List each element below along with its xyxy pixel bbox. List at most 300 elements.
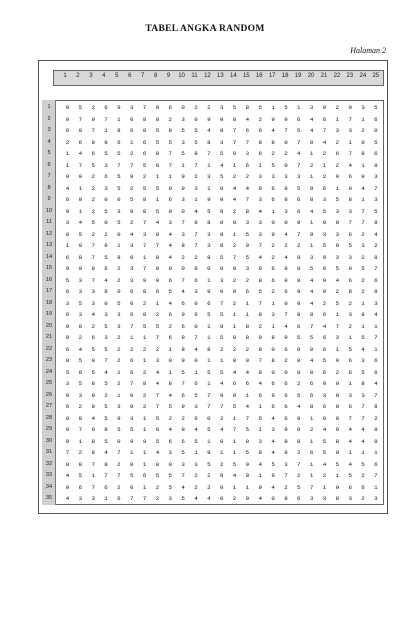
digit-cell: 0 — [219, 219, 224, 226]
digit-cell: 4 — [271, 483, 275, 491]
column-header: 23 — [346, 73, 354, 79]
digit-cell: 0 — [155, 265, 160, 272]
digit-cell: 8 — [219, 207, 224, 215]
digit-cell: 2 — [91, 230, 95, 238]
digit-cell: 3 — [219, 104, 224, 111]
digit-cell: 3 — [155, 357, 160, 364]
column-header: 5 — [115, 73, 119, 79]
digit-cell: 8 — [258, 368, 262, 376]
digit-cell: 1 — [322, 483, 327, 491]
digit-cell: 5 — [232, 104, 237, 111]
digit-cell: 0 — [309, 138, 314, 146]
digit-cell: 1 — [374, 345, 378, 353]
digit-cell: 7 — [155, 334, 160, 341]
digit-cell: 7 — [194, 242, 198, 249]
digit-cell: 6 — [245, 161, 250, 169]
digit-cell: 1 — [142, 357, 147, 364]
row-number: 27 — [45, 403, 53, 409]
digit-cell: 9 — [271, 391, 275, 399]
digit-cell: 9 — [309, 230, 314, 238]
digit-cell: 8 — [104, 288, 108, 295]
column-header: 20 — [307, 73, 315, 79]
column-header: 8 — [153, 73, 158, 79]
digit-cell: 8 — [271, 357, 275, 364]
digit-cell: 6 — [117, 138, 121, 146]
digit-cell: 2 — [232, 276, 237, 284]
digit-cell: 0 — [297, 345, 301, 353]
digit-cell: 7 — [155, 242, 160, 249]
digit-cell: 7 — [245, 138, 250, 146]
digit-cell: 3 — [348, 495, 352, 502]
digit-cell: 3 — [335, 230, 340, 238]
digit-cell: 5 — [258, 414, 262, 422]
digit-cell: 4 — [361, 184, 365, 192]
digit-cell: 5 — [168, 138, 173, 146]
digit-cell: 5 — [130, 196, 134, 203]
digit-cell: 2 — [194, 173, 198, 180]
digit-cell: 6 — [322, 368, 327, 376]
digit-cell: 7 — [142, 495, 147, 502]
row-number: 18 — [45, 299, 53, 306]
digit-cell: 6 — [130, 368, 134, 376]
digit-cell: 1 — [309, 460, 314, 468]
digit-cell: 2 — [335, 161, 340, 169]
digit-cell: 9 — [168, 207, 173, 215]
digit-cell: 5 — [181, 368, 185, 376]
digit-cell: 0 — [194, 115, 198, 123]
digit-cell: 2 — [219, 345, 224, 353]
digit-cell: 7 — [284, 311, 288, 318]
digit-cell: 5 — [245, 426, 250, 433]
digit-cell: 6 — [322, 334, 327, 341]
digit-cell: 6 — [284, 380, 288, 387]
digit-cell: 0 — [219, 265, 224, 272]
digit-cell: 3 — [309, 253, 314, 261]
digit-cell: 2 — [335, 138, 340, 146]
digit-cell: 3 — [322, 230, 327, 238]
digit-cell: 8 — [361, 380, 365, 387]
digit-cell: 5 — [104, 437, 108, 445]
digit-cell: 9 — [374, 288, 378, 295]
digit-cell: 1 — [374, 322, 378, 330]
digit-cell: 3 — [130, 414, 134, 422]
digit-cell: 1 — [142, 334, 147, 341]
row-number: 34 — [45, 483, 53, 490]
digit-cell: 6 — [271, 403, 275, 410]
digit-cell: 1 — [207, 322, 211, 330]
digit-cell: 4 — [130, 230, 134, 238]
digit-cell: 1 — [168, 173, 173, 180]
digit-cell: 5 — [117, 150, 121, 157]
digit-cell: 0 — [168, 460, 173, 468]
digit-cell: 8 — [361, 150, 365, 157]
digit-cell: 2 — [117, 334, 121, 341]
digit-cell: 6 — [309, 391, 314, 399]
digit-cell: 0 — [181, 104, 185, 111]
digit-cell: 1 — [117, 115, 121, 123]
digit-cell: 2 — [374, 242, 378, 249]
digit-cell: 8 — [284, 495, 288, 502]
digit-cell: 2 — [155, 345, 160, 353]
digit-cell: 0 — [65, 334, 70, 341]
digit-cell: 0 — [65, 414, 70, 422]
digit-cell: 0 — [78, 196, 83, 203]
digit-cell: 5 — [91, 219, 95, 226]
digit-cell: 1 — [142, 253, 147, 261]
digit-cell: 5 — [219, 173, 224, 180]
digit-cell: 3 — [284, 207, 288, 215]
digit-cell: 6 — [104, 173, 108, 180]
digit-cell: 8 — [258, 449, 262, 456]
digit-cell: 6 — [130, 311, 134, 318]
digit-cell: 8 — [219, 127, 224, 134]
digit-cell: 1 — [335, 311, 340, 318]
column-header: 19 — [294, 73, 302, 79]
digit-cell: 5 — [361, 265, 365, 272]
digit-cell: 3 — [194, 460, 198, 468]
digit-cell: 8 — [297, 311, 301, 318]
digit-cell: 9 — [297, 253, 301, 261]
digit-cell: 4 — [309, 288, 314, 295]
digit-cell: 0 — [361, 138, 365, 146]
digit-cell: 8 — [348, 196, 352, 203]
digit-cell: 2 — [232, 495, 237, 502]
digit-cell: 1 — [361, 161, 365, 169]
digit-cell: 3 — [361, 104, 365, 111]
digit-cell: 3 — [168, 495, 173, 502]
digit-cell: 9 — [117, 104, 121, 111]
digit-cell: 0 — [348, 184, 352, 192]
digit-cell: 0 — [65, 391, 70, 399]
digit-cell: 3 — [207, 173, 211, 180]
digit-cell: 0 — [65, 426, 70, 433]
digit-cell: 1 — [155, 173, 160, 180]
digit-cell: 9 — [91, 391, 95, 399]
digit-cell: 6 — [104, 483, 108, 491]
digit-cell: 7 — [361, 207, 365, 215]
row-number: 28 — [45, 414, 53, 421]
digit-cell: 1 — [297, 104, 301, 111]
digit-cell: 0 — [309, 345, 314, 353]
digit-cell: 5 — [91, 345, 95, 353]
digit-cell: 6 — [322, 311, 327, 318]
digit-cell: 5 — [155, 437, 160, 445]
digit-cell: 9 — [219, 322, 224, 330]
row-number: 31 — [45, 449, 53, 455]
digit-cell: 5 — [297, 391, 301, 399]
digit-cell: 3 — [65, 219, 70, 226]
digit-cell: 2 — [309, 426, 314, 433]
digit-cell: 9 — [258, 184, 262, 192]
digit-cell: 3 — [335, 334, 340, 341]
digit-cell: 8 — [104, 460, 108, 468]
digit-cell: 3 — [207, 230, 211, 238]
digit-cell: 3 — [348, 311, 352, 318]
digit-cell: 6 — [258, 150, 262, 157]
digit-cell: 2 — [335, 288, 340, 295]
digit-cell: 0 — [271, 368, 275, 376]
digit-cell: 4 — [284, 322, 288, 330]
digit-cell: 2 — [361, 230, 365, 238]
digit-cell: 2 — [322, 173, 327, 180]
digit-cell: 2 — [117, 357, 121, 364]
digit-cell: 3 — [104, 184, 108, 192]
digit-cell: 8 — [91, 449, 95, 456]
digit-cell: 3 — [309, 495, 314, 502]
digit-cell: 8 — [130, 207, 134, 215]
row-number: 4 — [47, 138, 51, 145]
digit-cell: 1 — [117, 368, 121, 376]
digit-cell: 8 — [297, 437, 301, 445]
digit-cell: 9 — [207, 115, 211, 123]
digit-cell: 0 — [297, 357, 301, 364]
digit-cell: 1 — [258, 403, 262, 410]
row-number: 19 — [45, 311, 53, 317]
digit-cell: 9 — [91, 265, 95, 272]
digit-cell: 3 — [322, 391, 327, 399]
digit-cell: 4 — [219, 380, 224, 387]
digit-cell: 2 — [168, 115, 173, 123]
digit-cell: 9 — [207, 253, 211, 261]
digit-cell: 3 — [104, 311, 108, 318]
digit-cell: 7 — [155, 391, 160, 399]
digit-cell: 0 — [194, 299, 198, 307]
digit-cell: 1 — [258, 161, 262, 169]
digit-cell: 5 — [219, 150, 224, 157]
digit-cell: 9 — [232, 150, 237, 157]
digit-cell: 0 — [335, 380, 340, 387]
digit-cell: 0 — [168, 265, 173, 272]
digit-cell: 4 — [78, 150, 83, 157]
digit-cell: 9 — [271, 115, 275, 123]
digit-cell: 6 — [258, 127, 262, 134]
digit-cell: 5 — [117, 426, 121, 433]
digit-cell: 3 — [130, 242, 134, 249]
digit-cell: 6 — [181, 437, 185, 445]
digit-cell: 0 — [168, 357, 173, 364]
digit-cell: 5 — [130, 426, 134, 433]
digit-cell: 5 — [297, 127, 301, 134]
digit-cell: 4 — [194, 207, 198, 215]
digit-cell: 7 — [297, 460, 301, 468]
digit-cell: 6 — [258, 391, 262, 399]
digit-cell: 4 — [104, 368, 108, 376]
digit-cell: 9 — [374, 161, 378, 169]
digit-cell: 5 — [322, 437, 327, 445]
digit-cell: 7 — [374, 472, 378, 479]
digit-cell: 4 — [245, 403, 250, 410]
digit-cell: 5 — [194, 138, 198, 146]
digit-cell: 1 — [142, 426, 147, 433]
digit-cell: 0 — [258, 265, 262, 272]
digit-cell: 2 — [78, 403, 83, 410]
digit-cell: 0 — [219, 184, 224, 192]
digit-cell: 0 — [284, 161, 288, 169]
digit-cell: 1 — [155, 196, 160, 203]
digit-cell: 0 — [207, 414, 211, 422]
digit-cell: 0 — [348, 104, 352, 111]
digit-cell: 6 — [284, 345, 288, 353]
digit-cell: 4 — [232, 368, 237, 376]
digit-cell: 6 — [271, 380, 275, 387]
digit-cell: 6 — [297, 322, 301, 330]
digit-cell: 9 — [297, 288, 301, 295]
digit-cell: 2 — [168, 414, 173, 422]
digit-cell: 5 — [117, 184, 121, 192]
digit-cell: 2 — [91, 322, 95, 330]
digit-cell: 6 — [361, 483, 365, 491]
digit-cell: 4 — [271, 414, 275, 422]
digit-cell: 1 — [207, 380, 211, 387]
digit-cell: 3 — [258, 173, 262, 180]
digit-cell: 2 — [335, 104, 340, 111]
row-number: 21 — [45, 334, 53, 340]
column-header: 14 — [230, 73, 237, 79]
digit-cell: 9 — [309, 184, 314, 192]
digit-cell: 5 — [348, 345, 352, 353]
digit-cell: 6 — [168, 196, 173, 203]
digit-cell: 9 — [284, 184, 288, 192]
digit-cell: 8 — [155, 115, 160, 123]
digit-cell: 6 — [130, 288, 134, 295]
digit-cell: 9 — [245, 437, 250, 445]
digit-cell: 0 — [117, 288, 121, 295]
digit-cell: 8 — [207, 138, 211, 146]
digit-cell: 0 — [91, 426, 95, 433]
digit-cell: 4 — [65, 184, 70, 192]
digit-cell: 0 — [104, 219, 108, 226]
digit-cell: 5 — [322, 207, 327, 215]
digit-cell: 8 — [309, 311, 314, 318]
digit-cell: 2 — [297, 449, 301, 456]
digit-cell: 2 — [142, 299, 147, 307]
digit-cell: 4 — [104, 276, 108, 284]
digit-cell: 7 — [207, 150, 211, 157]
digit-cell: 6 — [207, 299, 211, 307]
digit-cell: 5 — [374, 104, 378, 111]
digit-cell: 4 — [284, 253, 288, 261]
digit-cell: 6 — [65, 127, 70, 134]
digit-cell: 8 — [207, 219, 211, 226]
digit-cell: 9 — [65, 207, 70, 215]
digit-cell: 3 — [142, 230, 147, 238]
digit-cell: 7 — [142, 242, 147, 249]
digit-cell: 4 — [207, 495, 211, 502]
digit-cell: 9 — [181, 357, 185, 364]
column-header: 4 — [102, 73, 106, 79]
digit-cell: 2 — [130, 184, 134, 192]
digit-cell: 6 — [271, 196, 275, 203]
digit-cell: 5 — [104, 403, 108, 410]
digit-cell: 2 — [232, 242, 237, 249]
digit-cell: 4 — [374, 380, 378, 387]
digit-cell: 1 — [78, 184, 83, 192]
digit-cell: 8 — [78, 460, 83, 468]
digit-cell: 7 — [309, 322, 314, 330]
column-header: 18 — [281, 73, 289, 79]
digit-cell: 2 — [181, 414, 185, 422]
digit-cell: 5 — [181, 449, 185, 456]
digit-cell: 1 — [322, 161, 327, 169]
digit-cell: 5 — [335, 265, 340, 272]
digit-cell: 5 — [155, 322, 160, 330]
digit-cell: 9 — [181, 334, 185, 341]
digit-cell: 7 — [78, 426, 83, 433]
digit-cell: 2 — [181, 253, 185, 261]
column-header: 11 — [191, 73, 198, 79]
digit-cell: 1 — [104, 495, 108, 502]
digit-cell: 3 — [117, 403, 121, 410]
digit-cell: 4 — [232, 472, 237, 479]
digit-cell: 0 — [232, 219, 237, 226]
digit-cell: 7 — [219, 403, 224, 410]
digit-cell: 5 — [348, 242, 352, 249]
digit-cell: 4 — [322, 426, 327, 433]
digit-cell: 8 — [335, 495, 340, 502]
digit-cell: 5 — [245, 253, 250, 261]
digit-cell: 7 — [168, 161, 173, 169]
digit-cell: 1 — [232, 230, 237, 238]
digit-cell: 3 — [348, 253, 352, 261]
digit-cell: 0 — [232, 357, 237, 364]
digit-cell: 8 — [258, 345, 262, 353]
digit-cell: 9 — [207, 288, 211, 295]
digit-cell: 8 — [361, 311, 365, 318]
digit-cell: 3 — [207, 242, 211, 249]
digit-cell: 9 — [130, 173, 134, 180]
row-number: 11 — [46, 219, 52, 225]
digit-cell: 7 — [91, 276, 95, 284]
digit-cell: 5 — [309, 334, 314, 341]
digit-cell: 4 — [168, 426, 173, 433]
digit-cell: 3 — [258, 196, 262, 203]
digit-cell: 3 — [117, 311, 121, 318]
digit-cell: 8 — [232, 115, 237, 123]
digit-cell: 5 — [78, 380, 83, 387]
digit-cell: 9 — [142, 437, 147, 445]
digit-cell: 4 — [78, 219, 83, 226]
row-number: 15 — [45, 265, 53, 271]
digit-cell: 4 — [168, 242, 173, 249]
digit-cell: 5 — [258, 288, 262, 295]
digit-cell: 1 — [207, 437, 211, 445]
digit-cell: 4 — [245, 115, 250, 123]
digit-cell: 9 — [65, 483, 70, 491]
digit-cell: 5 — [78, 230, 83, 238]
digit-cell: 1 — [271, 104, 275, 111]
digit-cell: 4 — [309, 276, 314, 284]
digit-cell: 7 — [194, 161, 198, 169]
digit-cell: 5 — [297, 483, 301, 491]
digit-cell: 7 — [361, 414, 365, 422]
digit-cell: 5 — [104, 380, 108, 387]
digit-cell: 0 — [219, 288, 224, 295]
digit-cell: 3 — [181, 460, 185, 468]
page-title: TABEL ANGKA RANDOM — [145, 24, 265, 34]
digit-cell: 1 — [207, 357, 211, 364]
digit-cell: 2 — [361, 253, 365, 261]
digit-cell: 1 — [117, 242, 121, 249]
digit-cell: 5 — [361, 368, 365, 376]
digit-cell: 1 — [232, 322, 237, 330]
digit-cell: 4 — [91, 311, 95, 318]
digit-cell: 6 — [284, 288, 288, 295]
digit-cell: 0 — [219, 495, 224, 502]
row-number: 20 — [45, 322, 53, 329]
digit-cell: 7 — [91, 127, 95, 134]
digit-cell: 3 — [297, 173, 301, 180]
digit-cell: 7 — [335, 322, 340, 330]
